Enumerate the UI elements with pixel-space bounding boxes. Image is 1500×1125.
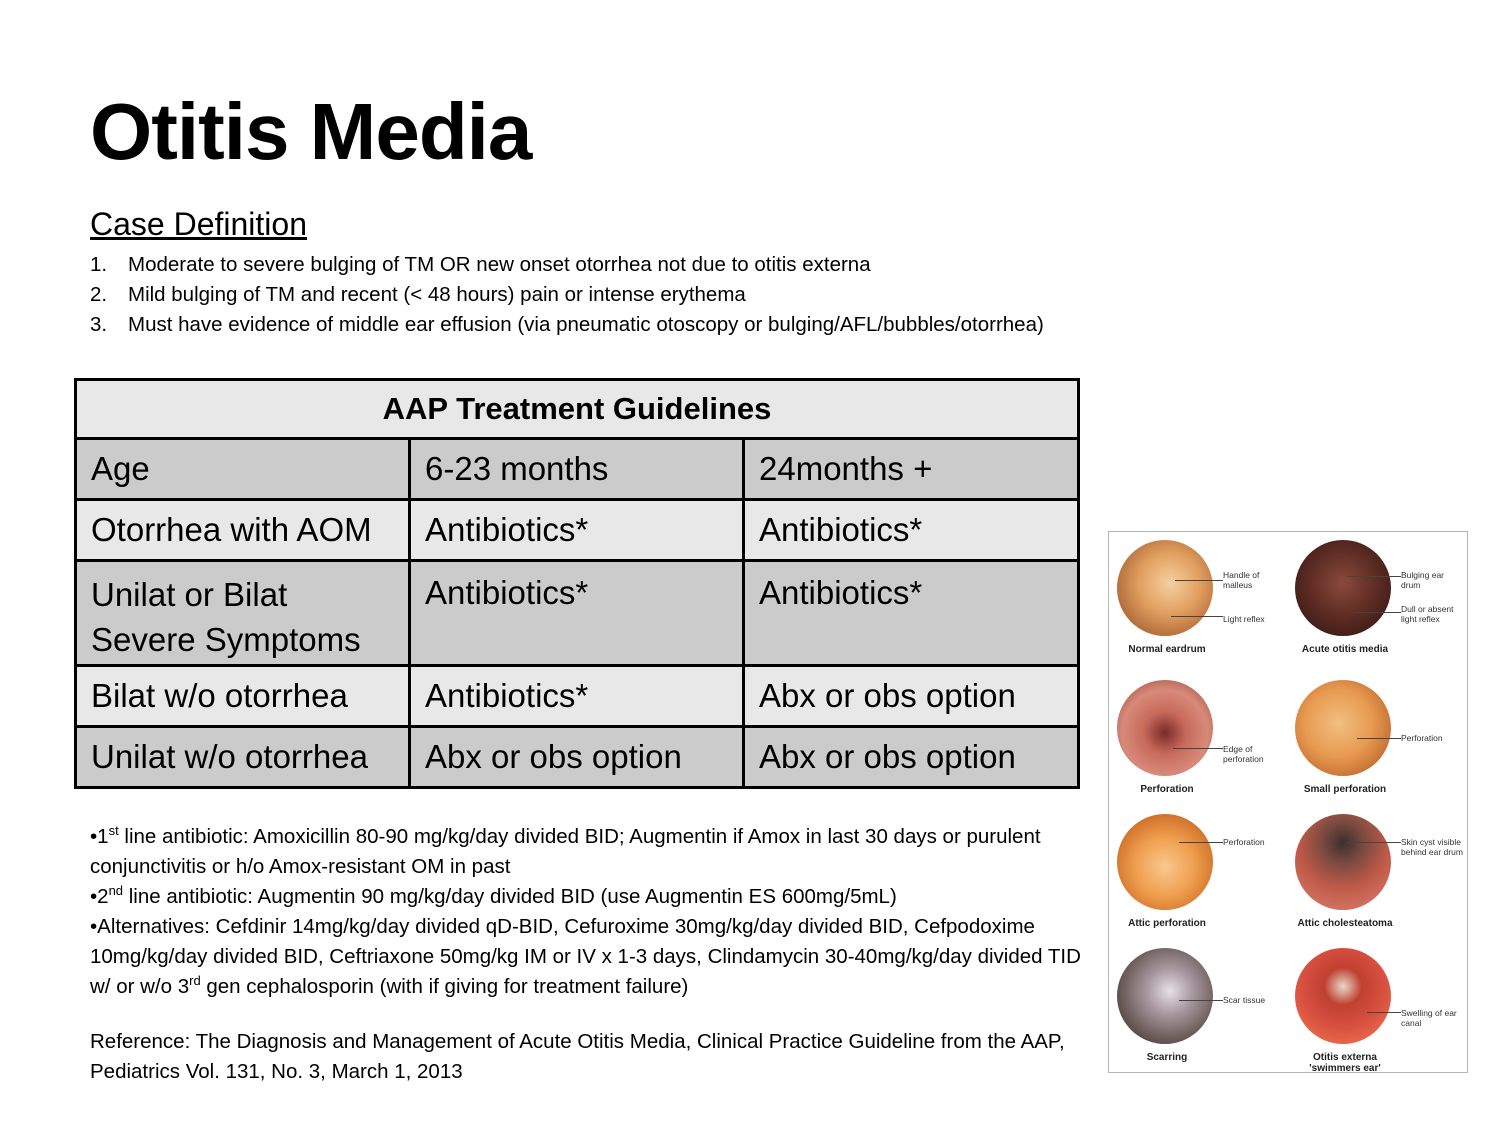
table-cell: Age (76, 439, 410, 500)
list-item (90, 280, 1290, 310)
ear-caption-line: Otitis externa (1313, 1052, 1377, 1063)
ear-label: Swelling of ear canal (1401, 1008, 1457, 1028)
list-item (90, 310, 1290, 340)
table-row (76, 500, 1079, 561)
list-number: 1. (90, 253, 108, 276)
note-text: line antibiotic: Augmentin 90 mg/kg/day divided BID (use Augmentin ES 600mg/5mL) (123, 885, 897, 908)
table-cell: Abx or obs option (744, 666, 1079, 727)
table-cell: Antibiotics* (410, 561, 744, 666)
ear-caption: Perforation (1140, 784, 1194, 795)
ear-caption: Scarring (1146, 1052, 1188, 1063)
ear-caption: Attic perforation (1128, 918, 1206, 929)
ear-caption-line: 'swimmers ear' (1309, 1063, 1381, 1074)
case-definition-heading: Case Definition (90, 206, 307, 242)
ear-label: Dull or absent light reflex (1401, 604, 1454, 624)
eardrum-image (1295, 814, 1391, 910)
note-bullet: •2 (90, 885, 109, 908)
antibiotic-notes (90, 822, 1090, 1002)
eardrum-image (1295, 680, 1391, 776)
table-header-row (76, 439, 1079, 500)
eardrum-images-panel (1108, 531, 1468, 1073)
ear-caption (1287, 1052, 1403, 1074)
table-cell: Bilat w/o otorrhea (76, 666, 410, 727)
table-cell: Unilat or Bilat Severe Symptoms (76, 561, 410, 666)
eardrum-image (1117, 814, 1213, 910)
table-cell: 24months + (744, 439, 1079, 500)
ear-label: Handle of malleus (1223, 570, 1260, 590)
ear-image-perforation (1109, 672, 1285, 802)
ordinal-suffix: st (108, 823, 119, 838)
ear-image-normal (1109, 532, 1285, 662)
table-cell: Antibiotics* (744, 500, 1079, 561)
table-cell: Unilat w/o otorrhea (76, 727, 410, 788)
ear-image-aom (1287, 532, 1463, 662)
reference-text: Reference: The Diagnosis and Management of Acute Otitis Media, Clinical Practice Guideline from the AAP, Pediatrics Vol. 131, No. 3, March 1, 2013 (90, 1030, 1065, 1083)
ear-image-attic-perforation (1109, 806, 1285, 936)
ear-image-otitis-externa (1287, 940, 1463, 1074)
table-cell: Antibiotics* (410, 666, 744, 727)
table-row (76, 727, 1079, 788)
list-item (90, 250, 1290, 280)
ear-image-small-perforation (1287, 672, 1463, 802)
note-text: line antibiotic: Amoxicillin 80-90 mg/kg/day divided BID; Augmentin if Amox in last 30 days or purulent conjunctivitis or h/o Amox-resistant OM in past (90, 825, 1041, 878)
list-text: Must have evidence of middle ear effusion (via pneumatic otoscopy or bulging/AFL/bubbles/otorrhea) (128, 313, 1044, 336)
table-cell: Antibiotics* (744, 561, 1079, 666)
table-row (76, 561, 1079, 666)
ear-caption: Normal eardrum (1128, 644, 1206, 655)
treatment-guidelines-table (74, 378, 1080, 789)
table-row (76, 666, 1079, 727)
list-text: Mild bulging of TM and recent (< 48 hours) pain or intense erythema (128, 283, 746, 306)
ear-label: Light reflex (1223, 614, 1265, 624)
ear-label: Scar tissue (1223, 995, 1266, 1005)
second-line-note (90, 882, 1090, 912)
table-cell: Otorrhea with AOM (76, 500, 410, 561)
ordinal-suffix: rd (189, 973, 201, 988)
table-cell: Antibiotics* (410, 500, 744, 561)
ear-label: Skin cyst visible behind ear drum (1401, 837, 1463, 857)
ear-caption: Small perforation (1303, 784, 1387, 795)
note-bullet: •1 (90, 825, 109, 848)
table-title: AAP Treatment Guidelines (76, 380, 1079, 439)
ear-label: Edge of perforation (1223, 744, 1264, 764)
table-cell: Abx or obs option (744, 727, 1079, 788)
case-definition-list (90, 250, 1290, 340)
ear-image-attic-cholesteatoma (1287, 806, 1463, 936)
ordinal-suffix: nd (108, 883, 124, 898)
ear-label: Perforation (1223, 837, 1265, 847)
ear-image-scarring (1109, 940, 1285, 1070)
eardrum-image (1117, 948, 1213, 1044)
table-cell: 6-23 months (410, 439, 744, 500)
table-cell: Abx or obs option (410, 727, 744, 788)
first-line-note (90, 822, 1090, 882)
list-number: 3. (90, 313, 108, 336)
list-text: Moderate to severe bulging of TM OR new onset otorrhea not due to otitis externa (128, 253, 871, 276)
list-number: 2. (90, 283, 108, 306)
note-text: •Alternatives: Cefdinir 14mg/kg/day divided qD-BID, Cefuroxime 30mg/kg/day divided BID, Cefpodoxime 10mg/kg/day divided BID, Ceftriaxone 50mg/kg IM or IV x 1-3 days, Clindamycin 30-40mg/kg/day divided TID w/ or w/o 3 (90, 915, 1081, 998)
page-title: Otitis Media (90, 87, 532, 176)
ear-caption: Acute otitis media (1301, 644, 1389, 655)
eardrum-image (1117, 680, 1213, 776)
eardrum-image (1295, 948, 1391, 1044)
eardrum-image (1117, 540, 1213, 636)
eardrum-image (1295, 540, 1391, 636)
alternatives-note (90, 912, 1090, 1002)
note-text: gen cephalosporin (with if giving for treatment failure) (200, 975, 689, 998)
ear-label: Perforation (1401, 733, 1443, 743)
ear-caption: Attic cholesteatoma (1297, 918, 1393, 929)
ear-label: Bulging ear drum (1401, 570, 1445, 590)
